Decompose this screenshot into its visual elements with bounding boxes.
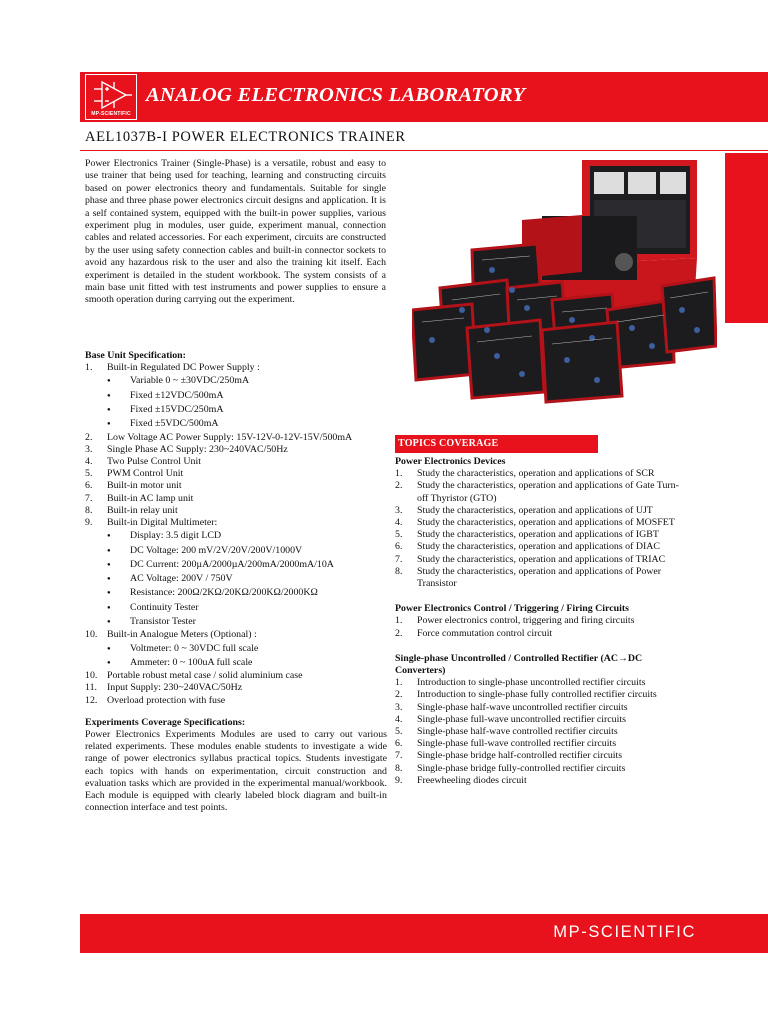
base-unit-title: Base Unit Specification: — [85, 350, 186, 361]
spec-subitem — [85, 642, 387, 656]
topic-item — [395, 628, 680, 640]
spec-subitem — [85, 403, 387, 417]
spec-item-number: 8. — [85, 504, 93, 516]
topic-item-number: 6. — [395, 738, 403, 750]
bullet-icon: ● — [107, 576, 111, 583]
spec-subitem-text: Fixed ±12VDC/500mA — [130, 389, 224, 401]
spec-item-number: 11. — [85, 682, 97, 694]
bullet-icon: ● — [107, 533, 111, 540]
bullet-icon: ● — [107, 619, 111, 626]
topic-item — [395, 554, 680, 566]
spec-subitem-text: Display: 3.5 digit LCD — [130, 530, 222, 542]
bullet-icon: ● — [107, 645, 111, 652]
topic-item — [395, 738, 680, 750]
spec-item — [85, 629, 387, 641]
topic-item-text: Study the characteristics, operation and applications of UJT — [417, 504, 653, 516]
topic-item-number: 7. — [395, 750, 403, 762]
topic-item-text: Freewheeling diodes circuit — [417, 774, 527, 786]
spec-subitem — [85, 656, 387, 670]
footer-brand: MP-SCIENTIFIC — [553, 923, 696, 941]
op-amp-logo-icon — [92, 78, 132, 112]
logo-text: MP-SCIENTIFIC — [91, 111, 131, 117]
spec-item-text: Built-in Regulated DC Power Supply : — [107, 362, 260, 374]
spec-item — [85, 517, 387, 529]
spec-subitem-text: Fixed ±5VDC/500mA — [130, 418, 219, 430]
company-logo — [85, 74, 137, 120]
topic-item-number: 9. — [395, 774, 403, 786]
topic-item-number: 1. — [395, 468, 403, 480]
spec-subitem — [85, 417, 387, 431]
topic-item-text: Single-phase bridge fully-controlled rectifier circuits — [417, 762, 626, 774]
spec-subitem-text: Variable 0 ~ ±30VDC/250mA — [130, 375, 250, 387]
bullet-icon: ● — [107, 547, 111, 554]
topic-item — [395, 566, 680, 590]
topic-item-number: 4. — [395, 517, 403, 529]
spec-item-text: Single Phase AC Supply: 230~240VAC/50Hz — [107, 443, 288, 455]
spec-item-number: 1. — [85, 362, 93, 374]
topic-item-text: Study the characteristics, operation and applications of SCR — [417, 468, 655, 480]
spec-item-text: Two Pulse Control Unit — [107, 456, 201, 467]
spec-item-number: 9. — [85, 517, 93, 529]
experiments-title: Experiments Coverage Specifications: — [85, 716, 246, 728]
topic-item — [395, 726, 680, 738]
bullet-icon: ● — [107, 421, 111, 428]
spec-subitem-text: Fixed ±15VDC/250mA — [130, 404, 224, 416]
topic-item-text: Single-phase full-wave uncontrolled rectifier circuits — [417, 713, 626, 725]
spec-item — [85, 670, 387, 682]
spec-item-text: Low Voltage AC Power Supply: 15V-12V-0-12V-15V/500mA — [107, 431, 353, 443]
spec-item — [85, 456, 387, 468]
topic-item-text: Study the characteristics, operation and applications of Power Transistor — [417, 565, 662, 590]
spec-subitem-text: Transistor Tester — [130, 616, 196, 628]
spec-item-number: 10. — [85, 670, 98, 682]
spec-item — [85, 493, 387, 505]
spec-item-number: 6. — [85, 480, 93, 492]
spec-subitem-text: Voltmeter: 0 ~ 30VDC full scale — [130, 642, 259, 654]
spec-subitem — [85, 572, 387, 586]
bullet-icon: ● — [107, 604, 111, 611]
intro-paragraph: Power Electronics Trainer (Single-Phase) is a versatile, robust and easy to use trainer that being used for teaching, learning and constructing circuits based on power electronics theory and fundamentals. Suitable for single phase and three phase power electronics circuit designs and application. It is a self contained system, equipped with the built-in power supplies, various experiment plug in modules, user guide, experiment manual, connection cables and related accessories. For each experiment, circuits are constructed by the user using safety connection cables and built-in connector sockets to avoid any hazardous risk to the user and also the training kit itself. Each experiment is detailed in the student workbook. The system consists of a main base unit fitted with test instruments and power supplies to ensure a smooth operation during carrying out the experiment. — [85, 158, 386, 306]
title-divider — [80, 150, 768, 151]
base-unit-list — [85, 362, 387, 707]
spec-subitem — [85, 601, 387, 615]
topic-item-text: Study the characteristics, operation and applications of DIAC — [417, 541, 660, 553]
spec-item-number: 4. — [85, 456, 93, 467]
topic-item-text: Study the characteristics, operation and applications of MOSFET — [417, 517, 675, 529]
topic-item — [395, 750, 680, 762]
topic-item-text: Single-phase bridge half-controlled rectifier circuits — [417, 750, 623, 762]
topic-item-number: 6. — [395, 541, 403, 553]
topic-item — [395, 529, 680, 541]
spec-subitem-text: DC Current: 200µA/2000µA/200mA/2000mA/10A — [130, 558, 334, 570]
spec-item-text: Built-in relay unit — [107, 504, 178, 516]
topic-item-number: 8. — [395, 762, 403, 774]
topic-item-number: 4. — [395, 713, 403, 725]
spec-item — [85, 480, 387, 492]
experiments-paragraph: Power Electronics Experiments Modules are used to carry out various related experiments. These modules enable students to investigate a wide range of power electronics syllabus practical topics. Students investigate each topics with hands on experimentation, circuit construction and evaluation tasks which are provided in the experimental manual/workbook. Each module is equipped with clearly labeled block diagram and built-in connection interface and test points. — [85, 728, 387, 814]
spec-subitem — [85, 615, 387, 629]
spec-item — [85, 432, 387, 444]
topic-item-number: 2. — [395, 627, 403, 639]
topic-item-number: 3. — [395, 504, 403, 516]
topic-item-text: Study the characteristics, operation and applications of IGBT — [417, 529, 659, 541]
spec-subitem — [85, 586, 387, 600]
spec-item — [85, 444, 387, 456]
spec-subitem-text: Ammeter: 0 ~ 100uA full scale — [130, 656, 253, 668]
spec-subitem-text: Continuity Tester — [130, 601, 199, 613]
topic-item-text: Study the characteristics, operation and applications of TRIAC — [417, 553, 666, 565]
spec-item-text: Built-in motor unit — [107, 480, 182, 492]
side-accent-tab — [725, 153, 768, 323]
topic-item-text: Study the characteristics, operation and applications of Gate Turn-off Thyristor (GTO) — [417, 480, 679, 504]
trainer-photo — [412, 160, 717, 422]
spec-item-number: 7. — [85, 492, 93, 504]
spec-item-number: 10. — [85, 629, 98, 641]
topic-item — [395, 702, 680, 714]
bullet-icon: ● — [107, 378, 111, 385]
bullet-icon: ● — [107, 659, 111, 666]
topic-item-number: 5. — [395, 726, 403, 738]
topic-item-text: Introduction to single-phase fully controlled rectifier circuits — [417, 689, 657, 701]
topic-item-number: 2. — [395, 689, 403, 701]
spec-item-text: Built-in Digital Multimeter: — [107, 517, 218, 529]
spec-item-text: Built-in Analogue Meters (Optional) : — [107, 629, 257, 641]
topic-item-number: 7. — [395, 553, 403, 565]
spec-subitem-text: Resistance: 200Ω/2KΩ/20KΩ/200KΩ/2000KΩ — [130, 587, 318, 599]
topic-item-text: Force commutation control circuit — [417, 627, 553, 639]
topic-item — [395, 505, 680, 517]
spec-item-number: 3. — [85, 443, 93, 455]
spec-item-text: Built-in AC lamp unit — [107, 492, 194, 504]
topic-item — [395, 480, 680, 504]
topic-item-number: 3. — [395, 701, 403, 713]
spec-item-text: Input Supply: 230~240VAC/50Hz — [107, 682, 243, 694]
spec-item-text: Overload protection with fuse — [107, 694, 226, 706]
topic-item — [395, 689, 680, 701]
spec-item-number: 5. — [85, 468, 93, 480]
spec-item — [85, 695, 387, 707]
topic-item-text: Single-phase half-wave uncontrolled rectifier circuits — [417, 701, 628, 713]
topic-item-text: Single-phase half-wave controlled rectifier circuits — [417, 726, 618, 738]
topic-item-number: 2. — [395, 480, 403, 492]
topic-item-text: Power electronics control, triggering and firing circuits — [417, 615, 635, 627]
spec-subitem-text: AC Voltage: 200V / 750V — [130, 573, 233, 585]
topics-list — [395, 456, 680, 787]
spec-subitem — [85, 389, 387, 403]
topic-section-title: Single-phase Uncontrolled / Controlled Rectifier (AC→DC Converters) — [395, 652, 643, 677]
spec-item-number: 2. — [85, 431, 93, 443]
spec-item-text: Portable robust metal case / solid aluminium case — [107, 670, 303, 682]
topic-item-number: 1. — [395, 677, 403, 689]
bullet-icon: ● — [107, 407, 111, 414]
bullet-icon: ● — [107, 561, 111, 568]
topic-item — [395, 775, 680, 787]
spec-item — [85, 362, 387, 374]
spec-item-text: PWM Control Unit — [107, 468, 184, 480]
topic-item-number: 8. — [395, 565, 403, 577]
spec-subitem — [85, 374, 387, 388]
topics-coverage-label: TOPICS COVERAGE — [398, 438, 499, 449]
spec-item — [85, 468, 387, 480]
topic-item — [395, 541, 680, 553]
topic-section-title: Power Electronics Control / Triggering / Firing Circuits — [395, 603, 629, 615]
topic-item — [395, 677, 680, 689]
product-title: AEL1037B-I POWER ELECTRONICS TRAINER — [85, 129, 406, 145]
topic-item-number: 5. — [395, 529, 403, 541]
bullet-icon: ● — [107, 392, 111, 399]
topic-item-text: Single-phase full-wave controlled rectifier circuits — [417, 738, 617, 750]
topic-item — [395, 517, 680, 529]
topic-item — [395, 763, 680, 775]
topic-item — [395, 615, 680, 627]
topic-item — [395, 468, 680, 480]
page-title: ANALOG ELECTRONICS LABORATORY — [146, 84, 526, 106]
spec-item — [85, 682, 387, 694]
left-column — [85, 350, 387, 814]
topic-item-text: Introduction to single-phase uncontrolled rectifier circuits — [417, 677, 646, 689]
spec-item — [85, 505, 387, 517]
topic-item — [395, 714, 680, 726]
spec-subitem — [85, 544, 387, 558]
spec-subitem-text: DC Voltage: 200 mV/2V/20V/200V/1000V — [130, 544, 303, 556]
spec-subitem — [85, 558, 387, 572]
topic-section-title: Power Electronics Devices — [395, 456, 506, 467]
topic-item-number: 1. — [395, 615, 403, 627]
bullet-icon: ● — [107, 590, 111, 597]
spec-item-number: 12. — [85, 694, 98, 706]
spec-subitem — [85, 529, 387, 543]
